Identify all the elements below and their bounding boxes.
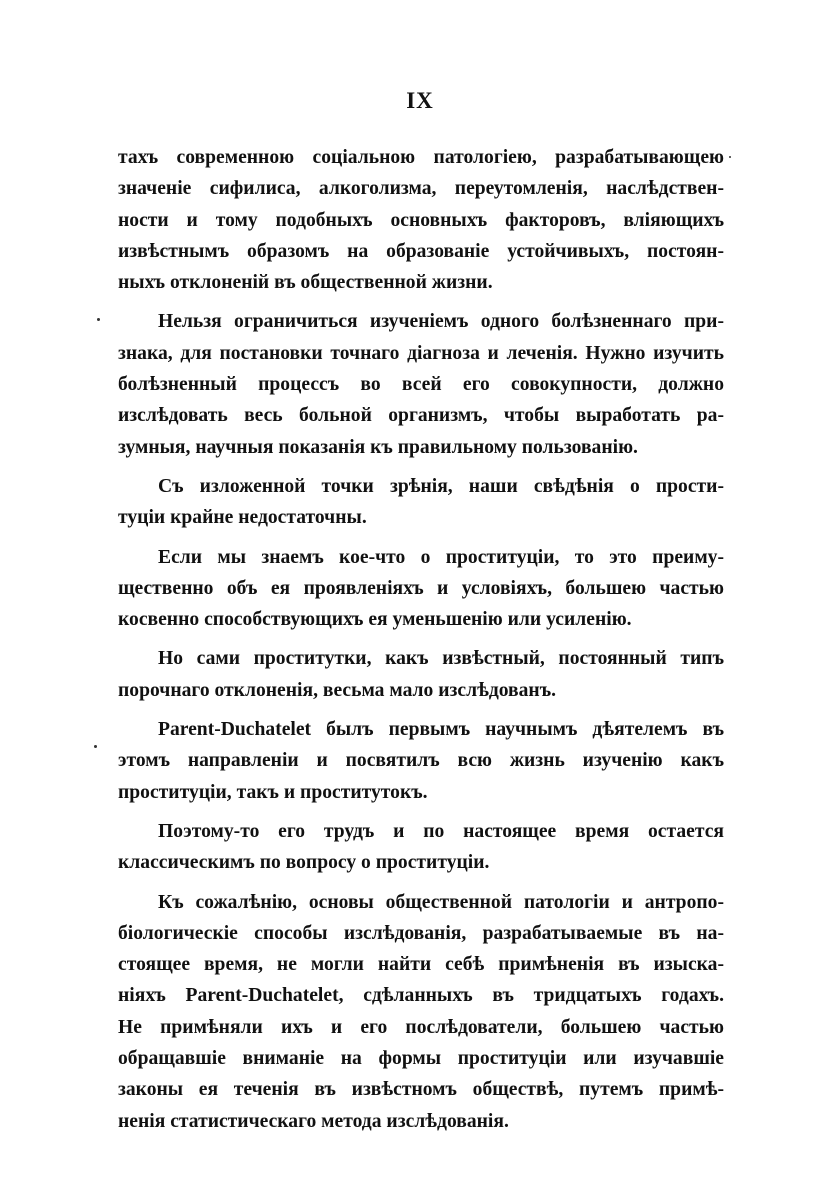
paragraph-8 — [118, 887, 724, 1137]
page-number: IX — [406, 88, 434, 113]
paragraph-6 — [118, 714, 724, 808]
text-line: щественно объ ея проявленіяхъ и условіяхъ, большею частью — [118, 577, 724, 599]
text-line: ныхъ отклоненій въ общественной жизни. — [118, 272, 493, 294]
paragraph-7 — [118, 816, 724, 879]
text-line: біологическіе способы изслѣдованія, разрабатываемые въ на- — [118, 922, 724, 944]
text-line: обращавшіе вниманіе на формы проституціи или изучавшіе — [118, 1048, 724, 1070]
text-line: значеніе сифилиса, алкоголизма, переутомленія, наслѣдствен- — [118, 178, 724, 200]
text-line: тахъ современною соціальною патологіею, разрабатывающею — [118, 147, 724, 168]
text-line: косвенно способствующихъ ея уменьшенію или усиленію. — [118, 609, 632, 631]
text-line: Къ сожалѣнію, основы общественной патологіи и антропо- — [158, 891, 724, 913]
text-line: законы ея теченія въ извѣстномъ обществѣ, путемъ примѣ- — [118, 1079, 724, 1101]
text-line: классическимъ по вопросу о проституціи. — [118, 852, 490, 874]
paragraph-3 — [118, 471, 724, 534]
text-line: этомъ направленіи и посвятилъ всю жизнь изученію какъ — [118, 750, 724, 772]
text-line: Поэтому-то его трудъ и по настоящее время остается — [158, 820, 724, 842]
paragraph-5 — [118, 643, 724, 706]
text-line: порочнаго отклоненія, весьма мало изслѣдованъ. — [118, 679, 557, 701]
paragraph-2 — [118, 306, 724, 462]
text-line: стоящее время, не могли найти себѣ примѣненія въ изыска- — [118, 954, 724, 976]
print-speck — [94, 745, 97, 748]
text-line: Если мы знаемъ кое-что о проституціи, то это преиму- — [158, 546, 724, 568]
text-line: Но сами проститутки, какъ извѣстный, постоянный типъ — [158, 648, 724, 670]
text-line: туціи крайне недостаточны. — [118, 507, 367, 529]
text-line: зумныя, научныя показанія къ правильному пользованію. — [118, 436, 638, 458]
text-line: Съ изложенной точки зрѣнія, наши свѣдѣнія о прости- — [158, 475, 724, 497]
text-line: знака, для постановки точнаго діагноза и леченія. Нужно изучить — [118, 342, 724, 364]
text-line: болѣзненный процессъ во всей его совокупности, должно — [118, 374, 724, 396]
body-text — [118, 142, 724, 1137]
text-line: извѣстнымъ образомъ на образованіе устойчивыхъ, постоян- — [118, 240, 724, 262]
paragraph-1 — [118, 142, 724, 298]
text-line: изслѣдовать весь больной организмъ, чтобы выработать ра- — [118, 405, 724, 427]
print-speck — [97, 318, 100, 321]
text-line: ніяхъ Parent-Duchatelet, сдѣланныхъ въ тридцатыхъ годахъ. — [118, 985, 724, 1007]
text-line: Parent-Duchatelet былъ первымъ научнымъ дѣятелемъ въ — [158, 719, 724, 741]
text-line: ности и тому подобныхъ основныхъ факторовъ, вліяющихъ — [118, 209, 724, 231]
paragraph-4 — [118, 542, 724, 636]
text-line: ненія статистическаго метода изслѣдованія. — [118, 1110, 509, 1132]
text-line: Не примѣняли ихъ и его послѣдователи, большею частью — [118, 1016, 724, 1038]
print-speck — [729, 156, 731, 158]
text-line: проституціи, такъ и проститутокъ. — [118, 781, 428, 803]
text-line: Нельзя ограничиться изученіемъ одного болѣзненнаго при- — [158, 311, 724, 333]
